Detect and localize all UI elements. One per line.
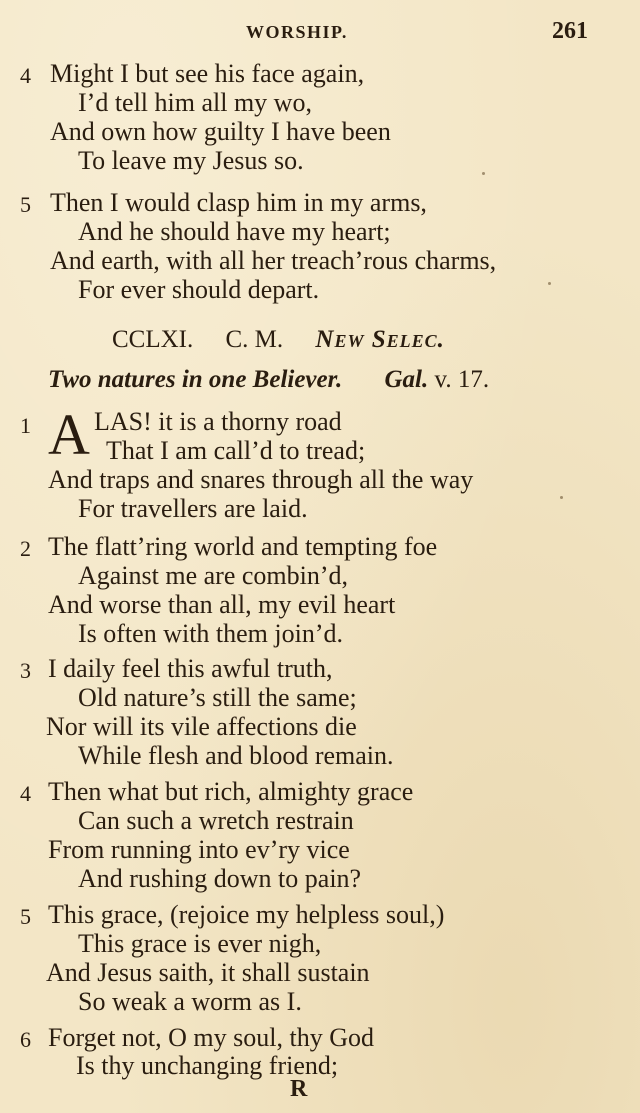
verse-line: This grace is ever nigh, <box>78 929 322 958</box>
verse-line: Forget not, O my soul, thy God <box>48 1023 374 1052</box>
verse-line: Then what but rich, almighty grace <box>48 777 414 806</box>
verse-line: To leave my Jesus so. <box>78 146 304 175</box>
stanza-number: 2 <box>20 536 31 561</box>
hymn-meter: C. M. <box>225 326 284 353</box>
verse-line: LAS! it is a thorny road <box>94 407 342 436</box>
stanza-number: 4 <box>20 63 31 88</box>
verse-line: Old nature’s still the same; <box>78 683 357 712</box>
scripture-book: Gal. <box>384 366 429 393</box>
verse-line: And worse than all, my evil heart <box>48 590 396 619</box>
hymn-heading <box>112 326 471 354</box>
verse-line: Might I but see his face again, <box>50 59 365 88</box>
verse-line: For travellers are laid. <box>78 494 308 523</box>
stanza-number: 4 <box>20 781 31 806</box>
paper-speck <box>482 172 485 175</box>
verse-line: While flesh and blood remain. <box>78 741 394 770</box>
drop-cap: A <box>48 402 90 467</box>
verse-line: And own how guilty I have been <box>50 117 391 146</box>
verse-line: Nor will its vile affections die <box>46 712 357 741</box>
stanza-number: 5 <box>20 904 31 929</box>
verse-line: That I am call’d to tread; <box>106 436 366 465</box>
verse-line: This grace, (rejoice my helpless soul,) <box>48 900 445 929</box>
stanza-number: 5 <box>20 192 31 217</box>
hymn-subtitle <box>48 366 489 394</box>
page-number: 261 <box>552 18 588 44</box>
hymn-theme: Two natures in one Believer. <box>48 366 343 393</box>
running-title: WORSHIP. <box>246 22 348 42</box>
verse-line: And earth, with all her treach’rous charms, <box>50 246 497 275</box>
paper-speck <box>548 282 551 285</box>
verse-line: And traps and snares through all the way <box>48 465 474 494</box>
verse-line: From running into ev’ry vice <box>48 835 350 864</box>
verse-line: And he should have my heart; <box>78 217 391 246</box>
verse-line: For ever should depart. <box>78 275 320 304</box>
verse-line: Can such a wretch restrain <box>78 806 354 835</box>
verse-line: I daily feel this awful truth, <box>48 654 333 683</box>
verse-line: Is often with them join’d. <box>78 619 344 648</box>
hymn-number: CCLXI. <box>112 326 194 353</box>
paper-speck <box>560 496 563 499</box>
running-head <box>0 20 640 50</box>
verse-line: The flatt’ring world and tempting foe <box>48 532 438 561</box>
stanza-number: 3 <box>20 658 31 683</box>
verse-line: Then I would clasp him in my arms, <box>50 188 427 217</box>
scripture-verse: v. 17. <box>434 366 490 393</box>
stanza-number: 6 <box>20 1027 31 1052</box>
verse-line: I’d tell him all my wo, <box>78 88 312 117</box>
hymn-tune: New Selec. <box>315 326 445 353</box>
signature-mark: R <box>290 1076 308 1102</box>
verse-line: Is thy unchanging friend; <box>76 1051 339 1080</box>
stanza-number: 1 <box>20 413 31 438</box>
verse-line: And rushing down to pain? <box>78 864 362 893</box>
verse-line: Against me are combin’d, <box>78 561 349 590</box>
verse-line: So weak a worm as I. <box>78 987 302 1016</box>
verse-line: And Jesus saith, it shall sustain <box>46 958 370 987</box>
